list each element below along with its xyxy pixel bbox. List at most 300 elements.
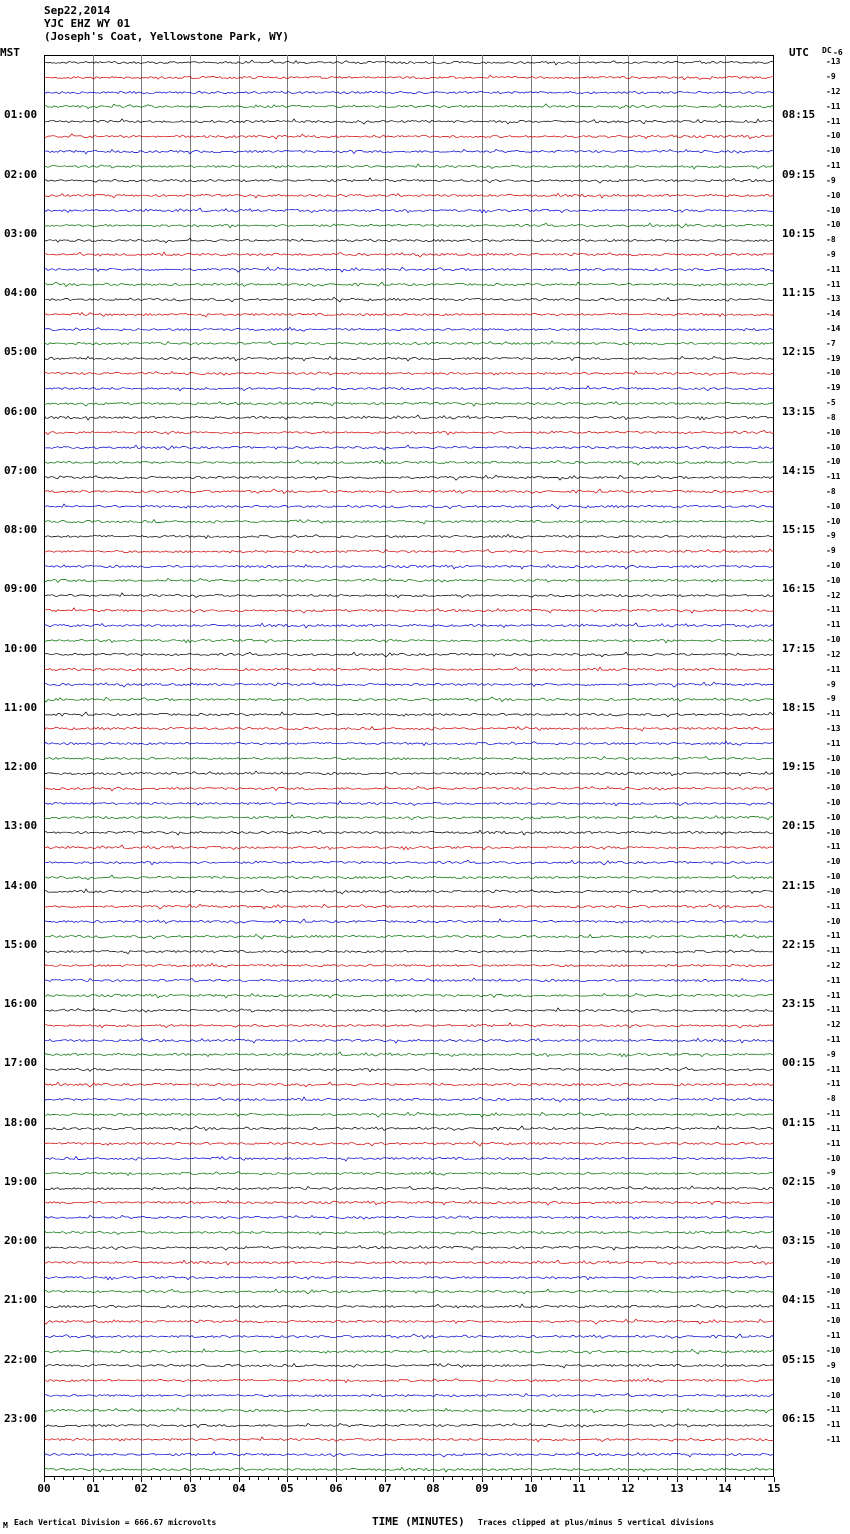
dc-column-label: DC: [822, 46, 832, 55]
dc-value: -8: [826, 235, 836, 245]
seismic-trace: [44, 872, 774, 883]
seismic-trace: [44, 383, 774, 394]
time-label-utc: 11:15: [782, 286, 816, 299]
dc-value: -12: [826, 649, 841, 659]
seismic-trace: [44, 1123, 774, 1134]
dc-value: -19: [826, 353, 841, 363]
dc-value: -10: [826, 1257, 841, 1267]
x-axis-minor-tick: [618, 1477, 619, 1480]
dc-value: -10: [826, 768, 841, 778]
dc-value: -11: [826, 931, 841, 941]
dc-value: -11: [826, 1405, 841, 1415]
seismic-trace: [44, 1064, 774, 1075]
seismic-trace: [44, 1375, 774, 1386]
seismic-trace: [44, 723, 774, 734]
x-axis-tick-label: 00: [37, 1482, 51, 1495]
dc-value: -11: [826, 946, 841, 956]
x-axis-minor-tick: [735, 1477, 736, 1480]
seismic-trace: [44, 1197, 774, 1208]
microvolt-symbol: M: [3, 1521, 8, 1530]
seismic-trace: [44, 235, 774, 246]
dc-value: -11: [826, 990, 841, 1000]
seismic-trace: [44, 1035, 774, 1046]
dc-value: -10: [826, 635, 841, 645]
x-axis-minor-tick: [452, 1477, 453, 1480]
header-station: YJC EHZ WY 01: [44, 17, 131, 30]
dc-value: -10: [826, 427, 841, 437]
x-axis-minor-tick: [706, 1477, 707, 1480]
dc-value: -11: [826, 101, 841, 111]
seismic-trace: [44, 768, 774, 779]
dc-value: -10: [826, 131, 841, 141]
dc-value: -10: [826, 812, 841, 822]
x-axis-tick-label: 15: [767, 1482, 781, 1495]
time-label-mst: 06:00: [4, 404, 38, 418]
seismic-trace: [44, 1049, 774, 1060]
seismic-trace: [44, 1272, 774, 1283]
dc-value: -11: [826, 901, 841, 911]
seismic-trace: [44, 72, 774, 83]
x-axis-minor-tick: [200, 1477, 201, 1480]
scale-note: Each Vertical Division = 666.67 microvolts: [14, 1518, 217, 1527]
x-axis-minor-tick: [209, 1477, 210, 1480]
dc-value: -9: [826, 1168, 836, 1178]
seismic-trace: [44, 516, 774, 527]
dc-value: -14: [826, 324, 841, 334]
time-label-mst: 01:00: [4, 108, 38, 122]
dc-value: -9: [826, 546, 836, 556]
time-label-utc: 19:15: [782, 760, 816, 773]
x-axis-tick-label: 06: [329, 1482, 343, 1495]
dc-value: -12: [826, 1020, 841, 1030]
seismic-trace: [44, 457, 774, 468]
dc-value: -11: [826, 264, 841, 274]
seismic-trace: [44, 309, 774, 320]
x-axis-minor-tick: [249, 1477, 250, 1480]
dc-value: -10: [826, 1316, 841, 1326]
dc-value: -11: [826, 709, 841, 719]
chart-header: [44, 4, 289, 43]
x-axis-minor-tick: [306, 1477, 307, 1480]
seismic-trace: [44, 812, 774, 823]
seismic-trace: [44, 1286, 774, 1297]
x-axis-minor-tick: [472, 1477, 473, 1480]
dc-value: -12: [826, 590, 841, 600]
seismic-trace: [44, 472, 774, 483]
dc-value: -9: [826, 1360, 836, 1370]
x-axis-minor-tick: [346, 1477, 347, 1480]
dc-value: -10: [826, 783, 841, 793]
time-label-mst: 11:00: [4, 700, 38, 714]
seismic-trace: [44, 1020, 774, 1031]
dc-value: -11: [826, 1079, 841, 1089]
seismic-trace: [44, 1138, 774, 1149]
seismic-trace: [44, 605, 774, 616]
dc-value: -10: [826, 753, 841, 763]
time-label-mst: 13:00: [4, 819, 38, 833]
seismic-trace: [44, 753, 774, 764]
time-label-mst: 04:00: [4, 286, 38, 299]
dc-value: -10: [826, 1390, 841, 1400]
x-axis-tick-label: 12: [621, 1482, 635, 1495]
x-axis-tick-label: 11: [572, 1482, 586, 1495]
seismic-trace: [44, 249, 774, 260]
seismic-trace: [44, 827, 774, 838]
seismic-trace: [44, 857, 774, 868]
dc-value: -10: [826, 872, 841, 882]
seismic-trace: [44, 1183, 774, 1194]
x-axis-minor-tick: [73, 1477, 74, 1480]
time-label-utc: 23:15: [782, 997, 816, 1010]
dc-value: -11: [826, 1005, 841, 1015]
x-axis-minor-tick: [667, 1477, 668, 1480]
dc-value: -11: [826, 161, 841, 171]
dc-value: -19: [826, 383, 841, 393]
dc-value: -9: [826, 694, 836, 704]
x-axis-minor-tick: [180, 1477, 181, 1480]
x-axis-minor-tick: [657, 1477, 658, 1480]
time-label-utc: 10:15: [782, 226, 816, 240]
dc-value: -13: [826, 294, 841, 304]
dc-value: -10: [826, 190, 841, 200]
seismic-trace: [44, 368, 774, 379]
x-axis-minor-tick: [268, 1477, 269, 1480]
time-label-utc: 01:15: [782, 1115, 816, 1129]
dc-value: -11: [826, 1331, 841, 1341]
x-axis-minor-tick: [258, 1477, 259, 1480]
x-axis-minor-tick: [560, 1477, 561, 1480]
seismic-trace: [44, 87, 774, 98]
dc-value: -10: [826, 886, 841, 896]
time-label-utc: 03:15: [782, 1234, 816, 1247]
seismic-trace: [44, 57, 774, 68]
seismic-trace: [44, 1257, 774, 1268]
seismic-trace: [44, 116, 774, 127]
dc-value: -10: [826, 827, 841, 837]
seismic-trace: [44, 338, 774, 349]
header-location: (Joseph's Coat, Yellowstone Park, WY): [44, 30, 290, 43]
x-axis-tick-label: 04: [232, 1482, 246, 1495]
time-label-mst: 16:00: [4, 997, 38, 1010]
seismic-trace: [44, 561, 774, 572]
x-axis-minor-tick: [492, 1477, 493, 1480]
seismic-trace: [44, 1153, 774, 1164]
time-label-mst: 08:00: [4, 523, 38, 536]
time-label-mst: 03:00: [4, 226, 38, 240]
dc-value: -10: [826, 1183, 841, 1193]
x-axis-minor-tick: [754, 1477, 755, 1480]
seismic-trace: [44, 486, 774, 497]
dc-value: -7: [826, 338, 836, 348]
dc-value: -8: [826, 412, 836, 422]
dc-value: -9: [826, 175, 836, 185]
time-label-utc: 08:15: [782, 108, 816, 122]
time-label-utc: 20:15: [782, 819, 816, 833]
x-axis-minor-tick: [365, 1477, 366, 1480]
dc-value: -11: [826, 620, 841, 630]
seismic-trace: [44, 1434, 774, 1445]
time-label-utc: 15:15: [782, 523, 816, 536]
time-label-utc: 14:15: [782, 463, 816, 477]
seismic-trace: [44, 620, 774, 631]
seismic-trace: [44, 1168, 774, 1179]
clip-note: Traces clipped at plus/minus 5 vertical divisions: [478, 1518, 715, 1527]
dc-value: -12: [826, 960, 841, 970]
seismic-trace: [44, 709, 774, 720]
time-label-mst: 09:00: [4, 582, 38, 596]
seismic-trace: [44, 1301, 774, 1312]
time-label-utc: 12:15: [782, 345, 816, 359]
x-axis-tick-label: 08: [426, 1482, 440, 1495]
seismic-trace: [44, 546, 774, 557]
dc-value: -6: [833, 48, 843, 57]
seismic-trace: [44, 1390, 774, 1401]
header-date: Sep22,2014: [44, 4, 111, 17]
x-axis-tick-label: 13: [670, 1482, 684, 1495]
time-label-utc: 18:15: [782, 700, 816, 714]
dc-value: -13: [826, 57, 841, 67]
x-axis-tick-label: 14: [718, 1482, 732, 1495]
dc-value: -10: [826, 368, 841, 378]
x-axis-minor-tick: [764, 1477, 765, 1480]
dc-value: -11: [826, 605, 841, 615]
dc-value: -8: [826, 486, 836, 496]
x-axis-minor-tick: [521, 1477, 522, 1480]
x-axis-minor-tick: [404, 1477, 405, 1480]
seismic-trace: [44, 353, 774, 364]
seismic-trace: [44, 1242, 774, 1253]
x-axis-minor-tick: [414, 1477, 415, 1480]
seismic-trace: [44, 161, 774, 172]
seismic-trace: [44, 694, 774, 705]
seismic-trace: [44, 916, 774, 927]
seismic-trace: [44, 1360, 774, 1371]
x-axis-tick-label: 02: [134, 1482, 148, 1495]
x-axis-minor-tick: [511, 1477, 512, 1480]
x-axis-minor-tick: [375, 1477, 376, 1480]
seismic-trace: [44, 842, 774, 853]
dc-value: -11: [826, 842, 841, 852]
x-axis-minor-tick: [550, 1477, 551, 1480]
seismic-trace: [44, 1005, 774, 1016]
x-axis-minor-tick: [687, 1477, 688, 1480]
time-label-mst: 17:00: [4, 1056, 38, 1070]
x-axis-minor-tick: [355, 1477, 356, 1480]
seismic-trace: [44, 1316, 774, 1327]
x-axis-minor-tick: [589, 1477, 590, 1480]
time-label-mst: 23:00: [4, 1411, 38, 1425]
time-label-utc: 06:15: [782, 1411, 816, 1425]
time-label-mst: 21:00: [4, 1293, 38, 1307]
dc-value: -10: [826, 1346, 841, 1356]
x-axis-minor-tick: [83, 1477, 84, 1480]
dc-value: -11: [826, 1138, 841, 1148]
time-label-utc: 09:15: [782, 167, 816, 181]
x-axis-minor-tick: [278, 1477, 279, 1480]
time-label-utc: 22:15: [782, 937, 816, 951]
left-timezone-label: MST: [0, 46, 20, 59]
x-axis-minor-tick: [316, 1477, 317, 1480]
dc-value: -11: [826, 1420, 841, 1430]
seismic-trace: [44, 294, 774, 305]
seismic-trace: [44, 1212, 774, 1223]
x-axis-minor-tick: [696, 1477, 697, 1480]
dc-value: -10: [826, 1197, 841, 1207]
x-axis-tick-label: 05: [280, 1482, 294, 1495]
seismic-trace: [44, 1405, 774, 1416]
dc-value: -10: [826, 857, 841, 867]
dc-value: -10: [826, 1272, 841, 1282]
dc-value: -10: [826, 501, 841, 511]
seismic-trace: [44, 324, 774, 335]
seismic-trace: [44, 1079, 774, 1090]
x-axis-minor-tick: [326, 1477, 327, 1480]
dc-value: -9: [826, 1049, 836, 1059]
time-label-mst: 20:00: [4, 1234, 38, 1247]
dc-value: -12: [826, 87, 841, 97]
seismic-trace: [44, 575, 774, 586]
seismic-trace: [44, 205, 774, 216]
dc-value: -11: [826, 1109, 841, 1119]
seismic-trace: [44, 1420, 774, 1431]
dc-value: -11: [826, 1064, 841, 1074]
time-label-mst: 12:00: [4, 760, 38, 773]
dc-value: -9: [826, 531, 836, 541]
time-label-mst: 22:00: [4, 1352, 38, 1366]
seismic-trace: [44, 412, 774, 423]
seismic-trace: [44, 427, 774, 438]
dc-value: -5: [826, 398, 836, 408]
x-axis-minor-tick: [54, 1477, 55, 1480]
seismic-trace: [44, 1346, 774, 1357]
time-label-utc: 16:15: [782, 582, 816, 596]
time-label-mst: 19:00: [4, 1174, 38, 1188]
seismic-trace: [44, 220, 774, 231]
x-axis-minor-tick: [395, 1477, 396, 1480]
seismic-trace: [44, 798, 774, 809]
time-label-utc: 21:15: [782, 878, 816, 892]
dc-value: -10: [826, 442, 841, 452]
x-axis-minor-tick: [501, 1477, 502, 1480]
dc-value: -10: [826, 205, 841, 215]
time-label-utc: 02:15: [782, 1174, 816, 1188]
dc-value: -10: [826, 1286, 841, 1296]
dc-value: -10: [826, 1153, 841, 1163]
seismic-trace: [44, 531, 774, 542]
seismic-trace: [44, 886, 774, 897]
dc-value: -9: [826, 72, 836, 82]
dc-value: -11: [826, 1123, 841, 1133]
x-axis-title: TIME (MINUTES): [372, 1515, 465, 1528]
x-axis-minor-tick: [132, 1477, 133, 1480]
x-axis-minor-tick: [297, 1477, 298, 1480]
seismic-trace: [44, 131, 774, 142]
dc-value: -10: [826, 1212, 841, 1222]
x-axis-minor-tick: [570, 1477, 571, 1480]
x-axis-minor-tick: [716, 1477, 717, 1480]
dc-value: -10: [826, 561, 841, 571]
dc-value: -10: [826, 146, 841, 156]
dc-value: -10: [826, 798, 841, 808]
seismic-trace: [44, 1109, 774, 1120]
seismic-trace: [44, 679, 774, 690]
dc-value: -14: [826, 309, 841, 319]
seismic-trace: [44, 1227, 774, 1238]
seismic-trace: [44, 664, 774, 675]
time-label-mst: 18:00: [4, 1115, 38, 1129]
x-axis-minor-tick: [598, 1477, 599, 1480]
time-label-mst: 14:00: [4, 878, 38, 892]
dc-value: -11: [826, 279, 841, 289]
x-axis-minor-tick: [424, 1477, 425, 1480]
seismic-trace: [44, 901, 774, 912]
seismic-trace: [44, 990, 774, 1001]
time-label-mst: 07:00: [4, 463, 38, 477]
seismic-trace: [44, 1449, 774, 1460]
dc-value: -11: [826, 738, 841, 748]
x-axis-tick-label: 07: [378, 1482, 392, 1495]
dc-value: -10: [826, 1375, 841, 1385]
seismic-trace: [44, 398, 774, 409]
seismic-trace: [44, 1331, 774, 1342]
dc-value: -11: [826, 472, 841, 482]
dc-value: -10: [826, 1227, 841, 1237]
x-axis-tick-label: 03: [183, 1482, 197, 1495]
seismic-trace: [44, 1094, 774, 1105]
seismic-trace: [44, 146, 774, 157]
dc-value: -9: [826, 679, 836, 689]
seismic-trace: [44, 649, 774, 660]
x-axis-minor-tick: [229, 1477, 230, 1480]
x-axis-minor-tick: [103, 1477, 104, 1480]
seismic-trace: [44, 442, 774, 453]
dc-value: -10: [826, 457, 841, 467]
dc-value: -10: [826, 575, 841, 585]
x-axis: [37, 1477, 781, 1495]
x-axis-minor-tick: [541, 1477, 542, 1480]
dc-value: -13: [826, 723, 841, 733]
seismic-trace: [44, 279, 774, 290]
time-label-mst: 02:00: [4, 167, 38, 181]
seismic-trace: [44, 738, 774, 749]
dc-value: -11: [826, 975, 841, 985]
seismic-trace: [44, 960, 774, 971]
x-axis-minor-tick: [63, 1477, 64, 1480]
seismic-trace: [44, 635, 774, 646]
x-axis-minor-tick: [608, 1477, 609, 1480]
dc-value: -11: [826, 1434, 841, 1444]
x-axis-minor-tick: [744, 1477, 745, 1480]
x-axis-tick-label: 10: [524, 1482, 538, 1495]
seismic-trace: [44, 175, 774, 186]
time-label-mst: 05:00: [4, 345, 38, 359]
seismic-trace: [44, 190, 774, 201]
time-label-utc: 05:15: [782, 1352, 816, 1366]
seismic-trace: [44, 101, 774, 112]
right-timezone-label: UTC: [789, 46, 809, 59]
dc-value: -11: [826, 664, 841, 674]
seismic-trace: [44, 946, 774, 957]
seismic-trace: [44, 1464, 774, 1475]
x-axis-minor-tick: [219, 1477, 220, 1480]
dc-value: -10: [826, 220, 841, 230]
seismic-trace: [44, 501, 774, 512]
time-label-mst: 15:00: [4, 937, 38, 951]
dc-value: -11: [826, 1301, 841, 1311]
x-axis-tick-label: 01: [86, 1482, 100, 1495]
seismic-trace: [44, 975, 774, 986]
dc-value: -11: [826, 116, 841, 126]
